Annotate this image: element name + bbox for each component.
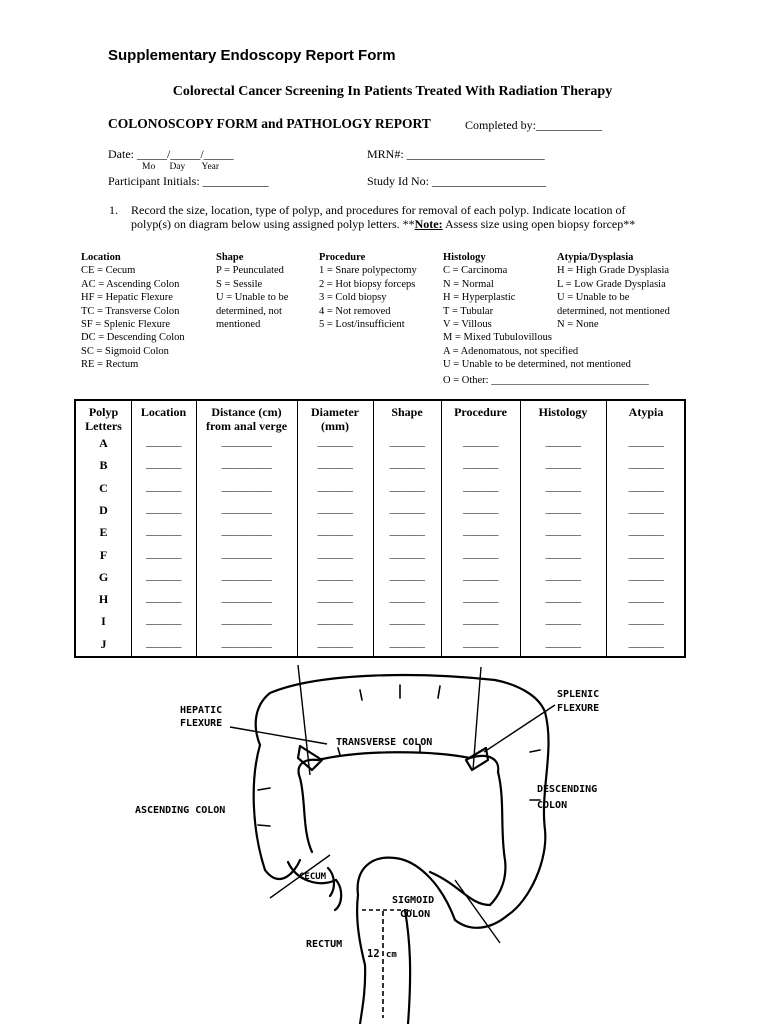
header-procedure: Procedure	[454, 405, 507, 419]
distance-cell[interactable]: __________	[221, 592, 272, 605]
legend-item: HF = Hepatic Flexure	[81, 292, 173, 304]
diameter-cell[interactable]: _______	[317, 592, 353, 605]
procedure-cell[interactable]: _______	[463, 480, 498, 493]
atypia-cell[interactable]: _______	[628, 547, 664, 560]
histology-cell[interactable]: _______	[545, 569, 581, 582]
procedure-cell[interactable]: _______	[463, 636, 498, 649]
sigmoid-colon-label: COLON	[400, 909, 431, 920]
instruction-number: 1.	[109, 203, 118, 217]
legend-item: V = Villous	[443, 319, 492, 331]
histology-cell[interactable]: _______	[545, 592, 581, 605]
atypia-cell[interactable]: _______	[628, 636, 664, 649]
hepatic-flexure-label: FLEXURE	[180, 718, 223, 729]
polyp-letter: C	[99, 480, 108, 495]
polyp-letter: F	[99, 547, 108, 562]
header-atypia: Atypia	[628, 405, 664, 419]
distance-cell[interactable]: __________	[221, 436, 272, 448]
atypia-cell[interactable]: _______	[628, 569, 664, 582]
diameter-cell[interactable]: _______	[317, 436, 353, 448]
legend-atypia	[557, 251, 670, 331]
polyp-letter: E	[99, 525, 108, 540]
legend-item: SF = Splenic Flexure	[81, 319, 171, 331]
diameter-cell[interactable]: _______	[317, 636, 353, 649]
histology-cell[interactable]: _______	[545, 614, 581, 627]
diameter-cell[interactable]: _______	[317, 614, 353, 627]
polyp-letter: A	[99, 436, 108, 450]
header-polyp-letters: Polyp Letters	[85, 405, 122, 433]
legend-item: determined, not mentioned	[557, 305, 670, 317]
header-histology: Histology	[538, 405, 588, 419]
legend-item: AC = Ascending Colon	[81, 278, 180, 290]
location-cell[interactable]: _______	[146, 592, 181, 605]
section-title: COLONOSCOPY FORM and PATHOLOGY REPORT	[108, 116, 431, 131]
form-title: Supplementary Endoscopy Report Form	[108, 47, 396, 64]
procedure-cell[interactable]: _______	[463, 592, 498, 605]
legend-heading: Shape	[216, 252, 244, 263]
transverse-colon-label: TRANSVERSE COLON	[336, 737, 433, 748]
location-cell[interactable]: _______	[146, 480, 181, 493]
legend-item: P = Peunculated	[216, 265, 284, 277]
diameter-cell[interactable]: _______	[317, 547, 353, 560]
header-shape: Shape	[391, 405, 423, 419]
polyp-letter: B	[99, 458, 108, 473]
legend-heading: Location	[81, 252, 121, 263]
instruction-line-1: Record the size, location, type of polyp, and procedures for removal of each polyp. Indicate location of	[131, 203, 626, 217]
date-sublabels: Mo Day Year	[142, 162, 220, 172]
procedure-cell[interactable]: _______	[463, 525, 498, 538]
legend-item: 2 = Hot biopsy forceps	[319, 278, 416, 290]
distance-cell[interactable]: __________	[221, 525, 272, 538]
legend-item: DC = Descending Colon	[81, 332, 185, 344]
histology-cell[interactable]: _______	[545, 525, 581, 538]
location-cell[interactable]: _______	[146, 614, 181, 627]
legend-item: determined, not	[216, 305, 282, 317]
legend-procedure	[319, 251, 417, 331]
diameter-cell[interactable]: _______	[317, 502, 353, 515]
shape-cell[interactable]: _______	[389, 614, 425, 627]
procedure-cell[interactable]: _______	[463, 569, 498, 582]
diameter-cell[interactable]: _______	[317, 458, 353, 471]
distance-cell[interactable]: __________	[221, 458, 272, 471]
descending-colon-label: COLON	[537, 800, 568, 811]
legend-item: 5 = Lost/insufficient	[319, 319, 405, 331]
legend-item: H = Hyperplastic	[443, 292, 516, 304]
legend-item: U = Unable to be determined, not mentioned	[443, 359, 631, 371]
legend-heading: Histology	[443, 252, 486, 263]
legend-item: CE = Cecum	[81, 265, 136, 277]
distance-cell[interactable]: __________	[221, 502, 272, 515]
procedure-cell[interactable]: _______	[463, 547, 498, 560]
study-id-field[interactable]: Study Id No: ___________________	[367, 174, 547, 188]
polyp-letter: I	[101, 614, 106, 629]
diameter-cell[interactable]: _______	[317, 525, 353, 538]
header-location: Location	[140, 405, 187, 419]
procedure-cell[interactable]: _______	[463, 614, 498, 627]
shape-cell[interactable]: _______	[389, 502, 425, 515]
distance-cell[interactable]: __________	[221, 636, 272, 649]
histology-other-field[interactable]: O = Other: ______________________________	[443, 374, 649, 386]
legend-item: N = Normal	[443, 278, 494, 290]
legend-item: N = None	[557, 319, 599, 331]
atypia-cell[interactable]: _______	[628, 458, 664, 471]
legend-item: S = Sessile	[216, 278, 263, 290]
distance-cell[interactable]: __________	[221, 547, 272, 560]
atypia-cell[interactable]: _______	[628, 525, 664, 538]
distance-cell[interactable]: __________	[221, 569, 272, 582]
location-cell[interactable]: _______	[146, 525, 181, 538]
measure-unit: cm	[386, 950, 397, 960]
location-cell[interactable]: _______	[146, 436, 181, 448]
hepatic-flexure-label: HEPATIC	[180, 705, 223, 716]
sigmoid-colon-label: SIGMOID	[392, 895, 435, 906]
legend-item: H = High Grade Dysplasia	[557, 265, 670, 277]
histology-cell[interactable]: _______	[545, 502, 581, 515]
cecum-label: CECUM	[299, 872, 327, 882]
location-cell[interactable]: _______	[146, 636, 181, 649]
rectum-label: RECTUM	[306, 939, 343, 950]
distance-cell[interactable]: __________	[221, 480, 272, 493]
legend-location	[81, 251, 185, 372]
polyp-letter: G	[98, 569, 109, 584]
atypia-cell[interactable]: _______	[628, 592, 664, 605]
mrn-field[interactable]: MRN#: _______________________	[367, 147, 545, 161]
distance-cell[interactable]: __________	[221, 614, 272, 627]
histology-cell[interactable]: _______	[545, 458, 581, 471]
shape-cell[interactable]: _______	[389, 458, 425, 471]
procedure-cell[interactable]: _______	[463, 458, 498, 471]
legend-item: 3 = Cold biopsy	[319, 292, 387, 304]
shape-cell[interactable]: _______	[389, 636, 425, 649]
header-distance: Distance (cm) from anal verge	[205, 405, 288, 433]
legend-item: SC = Sigmoid Colon	[81, 345, 169, 357]
histology-cell[interactable]: _______	[545, 636, 581, 649]
polyp-letter: D	[99, 502, 108, 517]
splenic-flexure-label: FLEXURE	[557, 703, 600, 714]
histology-cell[interactable]: _______	[545, 436, 581, 448]
instruction-line-2: polyp(s) on diagram below using assigned polyp letters. **Note: Assess size using open biopsy forcep**	[131, 217, 636, 231]
legend-item: C = Carcinoma	[443, 265, 508, 277]
splenic-flexure-label: SPLENIC	[557, 689, 600, 700]
atypia-cell[interactable]: _______	[628, 436, 664, 448]
legend-item: U = Unable to be	[216, 292, 289, 304]
form-subtitle: Colorectal Cancer Screening In Patients Treated With Radiation Therapy	[172, 84, 613, 99]
legend-item: L = Low Grade Dysplasia	[557, 278, 666, 290]
diameter-cell[interactable]: _______	[317, 480, 353, 493]
histology-cell[interactable]: _______	[545, 480, 581, 493]
polyp-table	[74, 399, 686, 658]
colon-diagram	[0, 660, 770, 1024]
legend-item: A = Adenomatous, not specified	[443, 345, 579, 357]
location-cell[interactable]: _______	[146, 569, 181, 582]
legend-item: M = Mixed Tubulovillous	[443, 332, 552, 344]
procedure-cell[interactable]: _______	[463, 502, 498, 515]
location-cell[interactable]: _______	[146, 547, 181, 560]
shape-cell[interactable]: _______	[389, 592, 425, 605]
legend-item: mentioned	[216, 319, 261, 331]
descending-colon-label: DESCENDING	[537, 784, 598, 795]
legend-shape	[216, 251, 288, 331]
shape-cell[interactable]: _______	[389, 525, 425, 538]
legend-item: 1 = Snare polypectomy	[319, 265, 417, 277]
note-label: Note:	[414, 217, 443, 231]
legend-item: TC = Transverse Colon	[81, 305, 180, 317]
ascending-colon-label: ASCENDING COLON	[135, 805, 226, 816]
polyp-letter: H	[98, 592, 109, 607]
atypia-cell[interactable]: _______	[628, 502, 664, 515]
location-cell[interactable]: _______	[146, 502, 181, 515]
atypia-cell[interactable]: _______	[628, 480, 664, 493]
procedure-cell[interactable]: _______	[463, 436, 498, 448]
shape-cell[interactable]: _______	[389, 480, 425, 493]
shape-cell[interactable]: _______	[389, 547, 425, 560]
completed-by-field[interactable]: Completed by:___________	[465, 118, 602, 132]
measure-value: 12	[367, 948, 380, 960]
legend-item: 4 = Not removed	[319, 305, 391, 317]
date-field[interactable]: Date: _____/_____/_____	[108, 147, 234, 161]
polyp-letter: J	[100, 636, 107, 651]
atypia-cell[interactable]: _______	[628, 614, 664, 627]
participant-initials-field[interactable]: Participant Initials: ___________	[108, 174, 269, 188]
legend-heading: Procedure	[319, 252, 366, 263]
shape-cell[interactable]: _______	[389, 569, 425, 582]
header-diameter: Diameter (mm)	[311, 405, 359, 433]
diameter-cell[interactable]: _______	[317, 569, 353, 582]
location-cell[interactable]: _______	[146, 458, 181, 471]
legend-item: RE = Rectum	[81, 359, 139, 371]
legend-item: T = Tubular	[443, 305, 494, 317]
shape-cell[interactable]: _______	[389, 436, 425, 448]
legend-heading: Atypia/Dysplasia	[557, 252, 634, 263]
histology-cell[interactable]: _______	[545, 547, 581, 560]
legend-item: U = Unable to be	[557, 292, 630, 304]
